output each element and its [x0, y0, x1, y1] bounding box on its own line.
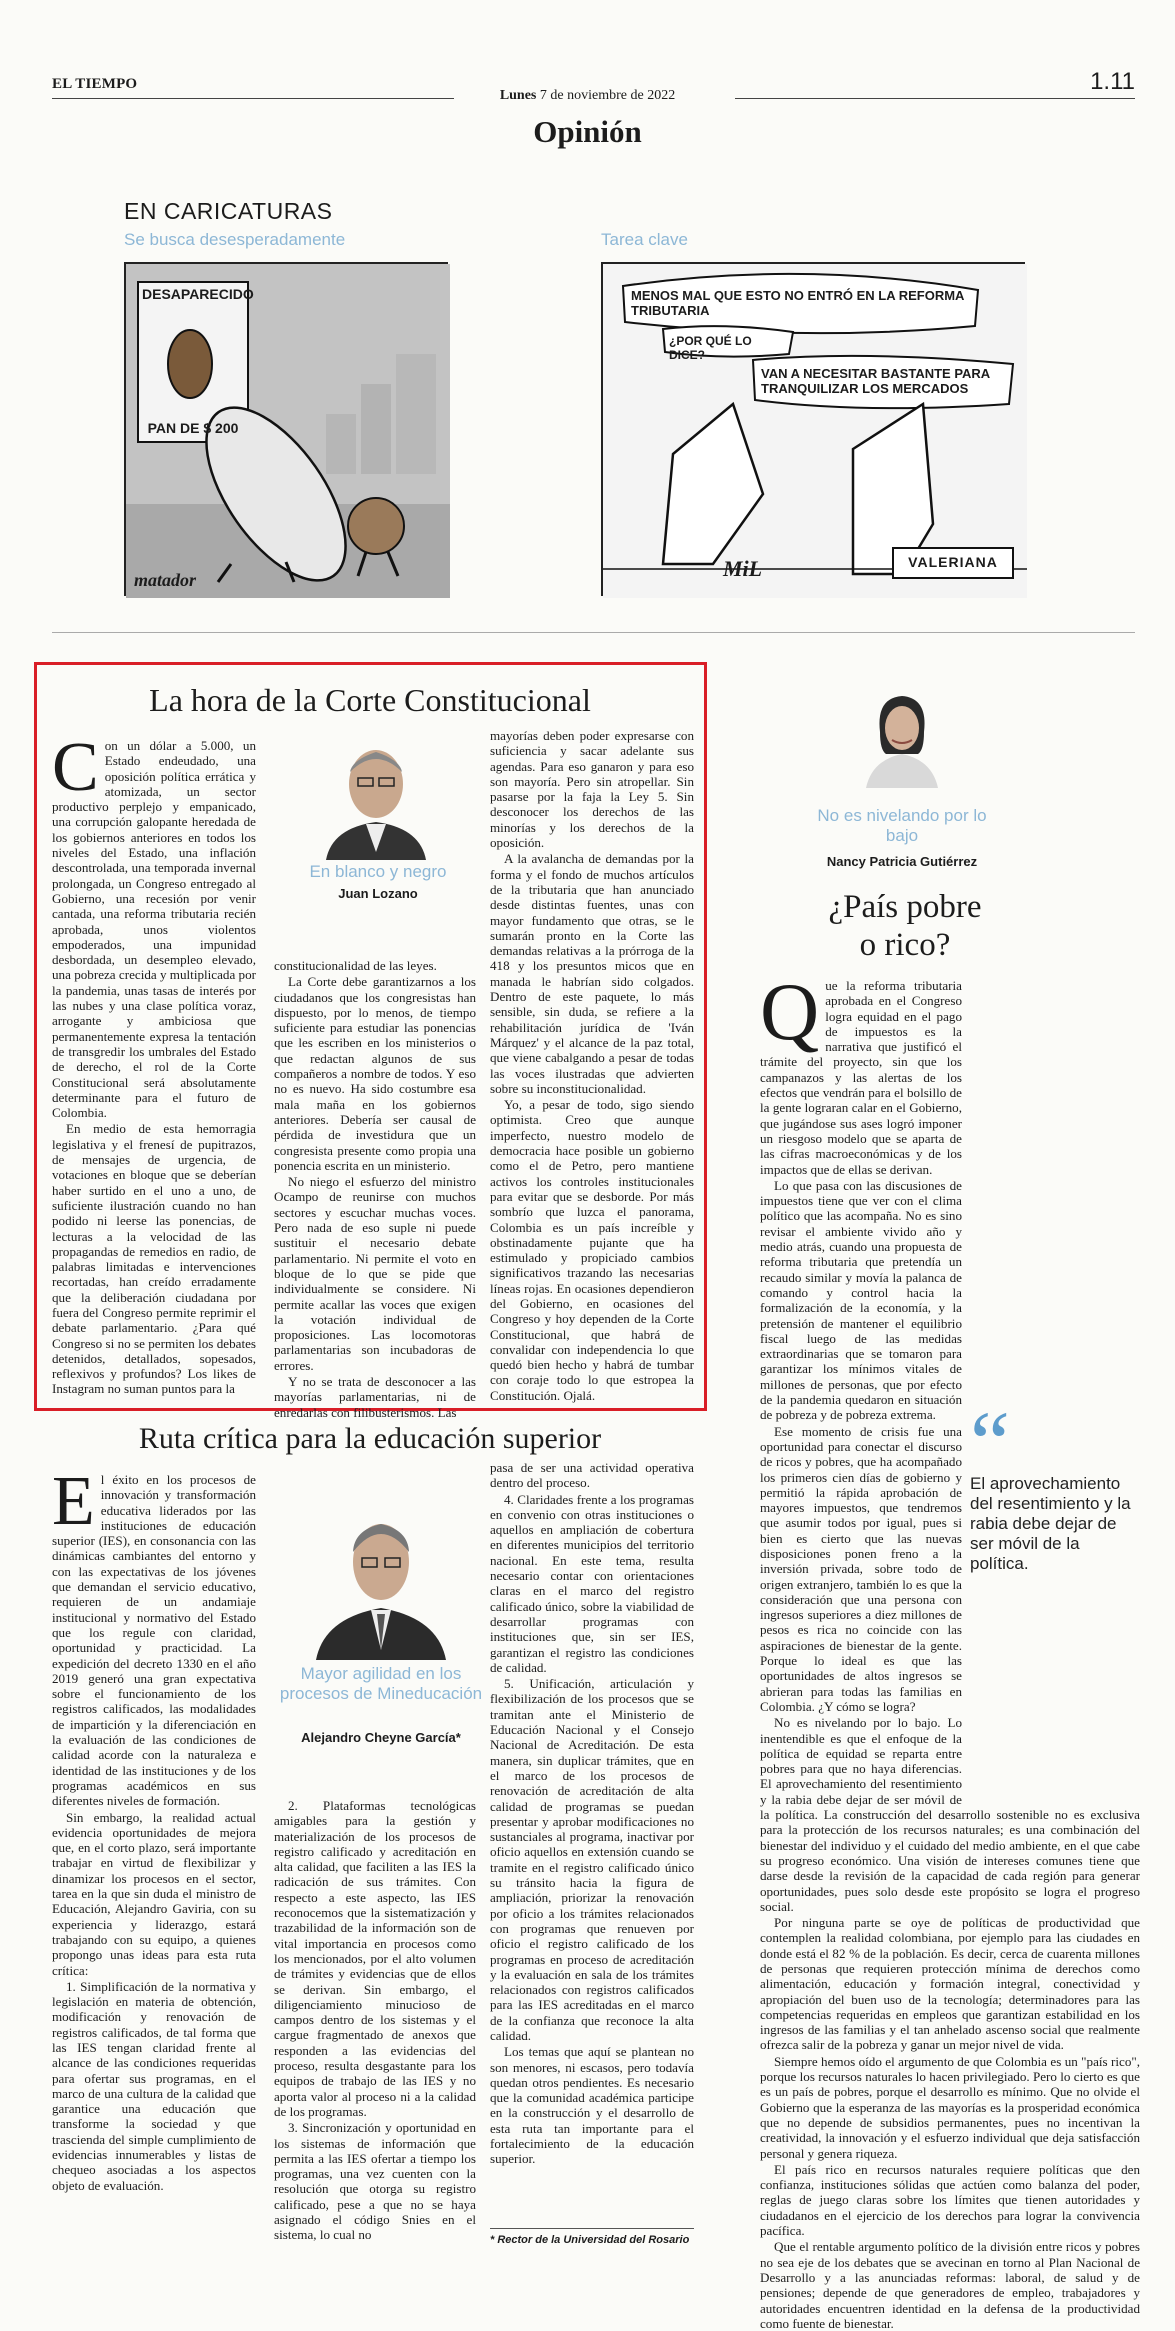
article3-p7: El país rico en recursos naturales requiere políticas que den confianza, instituciones sólidas que actúen como balanza del poder, reglas de juego claras sobre los límites que tienen autoridades y ciudadanos en el ejercicio de los derechos para lograr la convivencia pacífica. [760, 2161, 1140, 2239]
article2-col3-p3: 5. Unificación, articulación y flexibilización de los procesos que se tramitan ante el Ministerio de Educación Nacional y el Consejo Nacional de Acreditación. De esta manera, sin duplicar trámites, que en el marco de los procesos de renovación de acreditación de alta calidad de programas se puedan presentar y aprobar modificaciones no sustanciales al programa, inactivar por oficio aquellos en extensión cuando se tramite en el registro calificado único su tránsito hacia la figura de ampliación, priorizar la renovación por oficio a los trámites relacionados con programas que renueven por oficio el registro calificado de los programas en proceso de acreditación y la evaluación en sala de los trámites relacionados con registros calificados para las IES acreditadas en el marco de la confianza que reconoce la alta calidad. [490, 1676, 694, 2043]
article1-col2-p2: La Corte debe garantizarnos a los ciudadanos que los congresistas han dispuesto, por lo menos, de tiempo suficiente para estudiar las ponencias que les escriben en los ministerios o que redactan algunos de sus compañeros a nombre de todos. Y eso no es nuevo. Ha sido costumbre esa mala maña en los gobiernos anteriores. Debería ser causal de pérdida de investidura que un congresista presente como propia una ponencia escrita en un ministerio. [274, 974, 476, 1173]
article1-col3-p3: Yo, a pesar de todo, sigo siendo optimista. Creo que aunque imperfecto, nuestro modelo de democracia hace posible un gobierno como el de Petro, pero mantiene activos los controles institucionales para evitar que se desborde. Por más sombrío que luzca el panorama, Colombia es un país increíble y obstinadamente pujante que ha estimulado y propiciado cambios significativos trazando las necesarias líneas rojas. En ocasiones dependieron del Gobierno, en ocasiones del Congreso y hoy dependen de la Corte Constitucional, que habrá de convalidar con independencia lo que quedó bien hecho y habrá de tumbar con coraje todo lo que estropea la Constitución. Ojalá. [490, 1097, 694, 1403]
cartoons-heading: EN CARICATURAS [124, 198, 333, 224]
article1-tag: En blanco y negro [309, 862, 447, 881]
article2-col1-p2: Sin embargo, la realidad actual evidencia oportunidades de mejora que, en el corto plazo, será importante trabajar en virtud de flexibilizar y dinamizar los procesos en el sector, tarea en la que sin duda el ministro de Educación, Alejandro Gaviria, con su experiencia y liderazgo, estará trabajando con su equipo, a quienes propongo unas ideas para esta ruta crítica: [52, 1809, 256, 1978]
cartoon-left-sign-price: PAN DE $ 200 [147, 420, 239, 436]
date-day: Lunes [499, 88, 537, 103]
article3-p4: No es nivelando por lo bajo. Lo inentendible es que el enfoque de la política de equidad se reparta entre pobres para que no haya diferencias. El aprovechamiento del resentimiento y la rabia debe dejar de ser móvil de la política. La construcción del desarrollo sostenible no es exclusiva para la protección de los recursos naturales; es una combinación del bienestar del individuo y el cuidado del medio ambiente, en el que cabe su progreso económico. Una visión de intereses comunes tiene que darse desde la revisión de la capacidad de cada región para generar oportunidades, pues solo desde este propósito se logra el progreso social. [760, 1715, 1140, 1914]
article3-pullquote-text: El aprovechamiento del resentimiento y la rabia debe dejar de ser móvil de la política. [970, 1474, 1131, 1573]
article3-p1: ue la reforma tributaria aprobada en el Congreso logra equidad en el pago de impuestos es la narrativa que justificó el trámite del proyecto, sin que los campanazos y las alertas de los efectos que vendrán para el bolsillo de la gente lograran calar en el Gobierno, que jugándose sus ases logró imponer un riesgoso modelo que se aparta de las cifras macroeconómicas y de los impactos que de ellas se derivan. [760, 978, 962, 1177]
author-photo-alejandro-cheyne [316, 1500, 446, 1660]
cartoon-right-label: VALERIANA [908, 554, 998, 570]
article2-footnote: * Rector de la Universidad del Rosario [490, 2234, 690, 2246]
article1-col3-p1: mayorías deben poder expresarse con suficiencia y sacar adelante sus agendas. Para eso ganaron y para eso son mayoría. Pero sin atropellar. Sin pasarse por la faja la Ley 5. Sin desconocer los derechos de las minorías y los derechos de la oposición. [490, 728, 694, 851]
article3-portrait [862, 688, 942, 788]
cartoon-right-bubble3: VAN A NECESITAR BASTANTE PARA TRANQUILIZAR LOS MERCADOS [761, 366, 990, 396]
article1-col1 [52, 729, 256, 1400]
date-rest: 7 de noviembre de 2022 [539, 88, 676, 103]
article3-title-line2: o rico? [859, 927, 951, 963]
article3-dropcap: Q [760, 966, 820, 1057]
cartoon-left-signature: matador [134, 570, 197, 590]
article2-col2-p2: 3. Sincronización y oportunidad en los sistemas de información que permita a las IES ofertar a tiempo los programas, una vez cuenten con la resolución que otorga su registro calificado, pese a que no se haya asignado el código Snies en el sistema, lo cual no [274, 2120, 476, 2243]
section-divider [52, 632, 1135, 633]
article3-p6: Siempre hemos oído el argumento de que Colombia es un "país rico", porque los recursos naturales lo hacen privilegiado. Pero lo cierto es que es un país de pobres, porque el desarrollo es mínimo. Que no olvide el Gobierno que la esperanza de las mayorías es la prosperidad económica que no depende de subsidios permanentes, pues no incentivan la creatividad, la innovación y el esfuerzo individual que deja satisfacción personal y genera riqueza. [760, 2053, 1140, 2161]
cartoon-left [124, 262, 448, 596]
pullquote-spacer [962, 1382, 1140, 1802]
cartoon-right [601, 262, 1025, 596]
article2-col3 [490, 1460, 694, 2220]
article3-p5: Por ninguna parte se oye de políticas de productividad que contemplen la realidad colombiana, por ejemplo para las ciudades en donde está el 82 % de la población. Es decir, cerca de cuarenta millones de personas que requieren protección mínima de derechos como alimentación, educación y formación integral, conectividad y apropiación del buen uso de la tecnología; determinadores para las competencias requeridas en empleos que garantizan estabilidad en los ingresos de las familias y el tan anhelado ascenso social que realmente ofrezca salir de la pobreza y ganar un mejor nivel de vida. [760, 1915, 1140, 2053]
article3-col [760, 966, 1140, 2331]
article1-author: Juan Lozano [338, 886, 418, 901]
article2-col2 [274, 1798, 476, 2248]
section-title: Opinión [533, 114, 642, 149]
article1-col2-p4: Y no se trata de desconocer a las mayorías parlamentarias, ni de enredarlas con filibusterismos. Las [274, 1374, 476, 1420]
masthead: EL TIEMPO [52, 76, 138, 92]
article2-col1-p1: l éxito en los procesos de innovación y transformación educativa liderados por las instituciones de educación superior (IES), en consonancia con las dinámicas cambiantes del entorno y con las expectativas de los jóvenes que demandan el servicio educativo, requieren de un andamiaje institucional y normativo del Estado que los regule con claridad, oportunidad y practicidad. La expedición del decreto 1330 en el año 2019 generó una gran expectativa sobre el funcionamiento de los registros calificados, las modalidades de impartición y la diferenciación en la evaluación de las condiciones de calidad acorde con la naturaleza e identidad de las instituciones y de los programas académicos en sus diferentes niveles de formación. [52, 1472, 256, 1809]
article3-title [760, 888, 1050, 964]
article3-p2: Lo que pasa con las discusiones de impuestos tiene que ver con el clima político que las acompaña. No es sino revisar el ambiente vivido año y medio atrás, cuando una propuesta de reforma tributaria que pretendía un recaudo similar y movía la palanca de comando y control hacia la formalización de la economía, y la pretensión de mantener el equilibrio fiscal luego de las medidas extraordinarias que se tomaron para garantizar los mínimos vitales de millones de personas, que por efecto de la pandemia quedaron en situación de pobreza y de pobreza extrema. [760, 1177, 962, 1423]
article3-author: Nancy Patricia Gutiérrez [826, 854, 978, 869]
article1-title: La hora de la Corte Constitucional [149, 682, 591, 718]
author-photo-nancy-gutierrez [862, 688, 942, 788]
article1-col2-p1: constitucionalidad de las leyes. [274, 958, 437, 973]
article3-title-line1: ¿País pobre [828, 889, 982, 925]
article3-tag: No es nivelando por lo bajo [817, 806, 987, 845]
dateline [0, 88, 1175, 104]
cartoon-right-caption: Tarea clave [601, 230, 688, 249]
article1-col2-p3: No niego el esfuerzo del ministro Ocampo de reunirse con muchos sectores y escuchar muchas voces. Pero nada de eso suple ni puede sustituir el necesario debate parlamentario. Ni permite el voto en bloque de lo que se pide que individualmente se considere. Ni permite acallar las voces que exigen la votación individual de proposiciones. Las locomotoras parlamentarias son incubadoras de errores. [274, 1174, 476, 1373]
article2-author: Alejandro Cheyne García* [301, 1730, 461, 1745]
article1-col3-p2: A la avalancha de demandas por la forma y el fondo de muchos artículos de la tributaria que han anunciado desde distintas fuentes, unas con mayor fundamento que otras, se le sumarán pronto en la Corte las demandas relativas a la prórroga de la 418 y los presuntos micos que en manada le habrían sido colgados. Dentro de este paquete, lo más sensible, sin duda, se refiere a la rehabilitación jurídica de 'Iván Márquez' y el alcance de la paz total, que viene cabalgando a pesar de todas las voces ilustradas que advierten sobre su inconstitucionalidad. [490, 851, 694, 1096]
article2-col3-p2: 4. Claridades frente a los programas en convenio con otras instituciones o aquellos en ampliación de cobertura en diferentes municipios del territorio nacional. En este tema, resulta necesario contar con orientaciones claras en el marco del registro calificado único, sobre la viabilidad de desarrollar programas con instituciones que, sin ser IES, garantizan el registro las condiciones de calidad. [490, 1491, 694, 1675]
article2-title: Ruta crítica para la educación superior [138, 1422, 602, 1455]
page-number: 1.11 [1090, 68, 1135, 95]
footnote-rule [490, 2228, 694, 2229]
article2-col1-p3: 1. Simplificación de la normativa y legislación en materia de obtención, modificación y renovación de registros calificados, de tal forma que las IES tengan claridad frente al alcance de las condiciones requeridas para ofertar sus programas, en el marco de una cultura de la calidad que garantice una educación que transforme la sociedad y que trascienda del simple cumplimiento de evidencias innumerables y listas de chequeo asociadas a los aspectos objeto de evaluación. [52, 1978, 256, 2193]
article2-col3-p1: pasa de ser una actividad operativa dentro del proceso. [490, 1460, 694, 1491]
article2-portrait [316, 1500, 446, 1660]
article3-p3: Ese momento de crisis fue una oportunidad para conectar el discurso de ricos y pobres, que ha acompañado los primeros cien días de gobierno y permitió la rápida aprobación de mayores impuestos, que tendremos que asumir todos por igual, pues si bien es cierto que las nuevas disposiciones ponen freno a la inversión privada, sobre todo de origen extranjero, también lo es que la consideración que una persona con ingresos superiores a diez millones de pesos es rica no coincide con las aspiraciones de bienestar de la gente. Porque lo ideal es que las oportunidades de altos ingresos se abrieran para todas las familias en Colombia. ¿Y cómo se logra? [760, 1423, 962, 1714]
cartoon-right-signature: MiL [723, 556, 763, 581]
article2-col3-p4: Los temas que aquí se plantean no son menores, ni escasos, pero todavía quedan otros pendientes. Es necesario que la comunidad académica participe en la construcción y el desarrollo de esta ruta tan importante para el fortalecimiento de la educación superior. [490, 2044, 694, 2167]
article2-col2-p1: 2. Plataformas tecnológicas amigables para la gestión y materialización de los procesos de registro calificado y acreditación en alta calidad, que faciliten a las IES la radicación de sus trámites. Con respecto a este aspecto, las IES reconocemos que la sistematización y trazabilidad de la información son de vital importancia en procesos como los mencionados, por el alto volumen de trámites y evidencias que de ellos se derivan. Sin embargo, el diligenciamiento minucioso de campos dentro de los sistemas y el cargue fragmentado de anexos que responden a las evidencias del proceso, resulta desgastante para los equipos de trabajo de las IES y no aporta valor al proceso ni a la calidad de los programas. [274, 1798, 476, 2119]
author-photo-juan-lozano [322, 732, 430, 860]
quote-icon: “ [970, 1394, 1010, 1493]
article1-portrait [322, 732, 430, 860]
article1-col1-p2: En medio de esta hemorragia legislativa y el frenesí de pupitrazos, de mensajes de urgencia, de votaciones en bloque que se deberían haber surtido en el uno a uno, de suficiente ilustración cuando no han podido ni leerse las ponencias, de lecturas a la velocidad de las propagandas de remedios en radio, de palabras limitadas e intervenciones recortadas, han creído erradamente que la deliberación ciudadana por fuera del Congreso permite reprimir el debate parlamentario. ¿Para qué Congreso si no se permiten los debates detenidos, detallados, sopesados, reflexivos y profundos? Los likes de Instagram no suman puntos para la [52, 1121, 256, 1397]
article2-col1 [52, 1463, 256, 2248]
article1-dropcap: C [52, 729, 99, 806]
article1-col2 [274, 958, 476, 1420]
article2-dropcap: E [52, 1463, 95, 1540]
cartoon-left-caption: Se busca desesperadamente [124, 230, 346, 249]
cartoon-right-bubble2: ¿POR QUÉ LO DICE? [669, 334, 752, 362]
article3-p8: Que el rentable argumento político de la división entre ricos y pobres no sea eje de los debates que se avecinan en torno al Plan Nacional de Desarrollo y a las anunciadas reformas: laboral, de salud y de pensiones; depende de que generadores de empleo, trabajadores y autoridades encuentren identidad en la defensa de la productividad como fuente de bienestar. [760, 2239, 1140, 2331]
article2-tag: Mayor agilidad en los procesos de Mineducación [279, 1664, 483, 1703]
article1-col3 [490, 728, 694, 1403]
cartoon-right-bubble1: MENOS MAL QUE ESTO NO ENTRÓ EN LA REFORMA TRIBUTARIA [631, 288, 964, 318]
article1-col1-p1: on un dólar a 5.000, un Estado endeudado, una oposición política errática y atomizada, un sector productivo perplejo y empanicado, una corrupción galopante heredada de los gobiernos anteriores en todos los niveles del Estado, una inflación descontrolada, una temporada invernal prolongada, un Congreso entregado al Gobierno, una recesión por venir cantada, una reforma tributaria recién aprobada, unos violentos empoderados, una impunidad desbordada, un desempleo elevado, una pobreza crecida y multiplicada por la pandemia, unas tasas de interés por las nubes y una clase política voraz, arrogante y ambiciosa que permanentemente expresa la tentación de transgredir los umbrales del Estado de derecho, el rol de la Corte Constitucional será absolutamente determinante para el futuro de Colombia. [52, 738, 256, 1121]
cartoon-left-sign-title: DESAPARECIDO [142, 286, 254, 302]
